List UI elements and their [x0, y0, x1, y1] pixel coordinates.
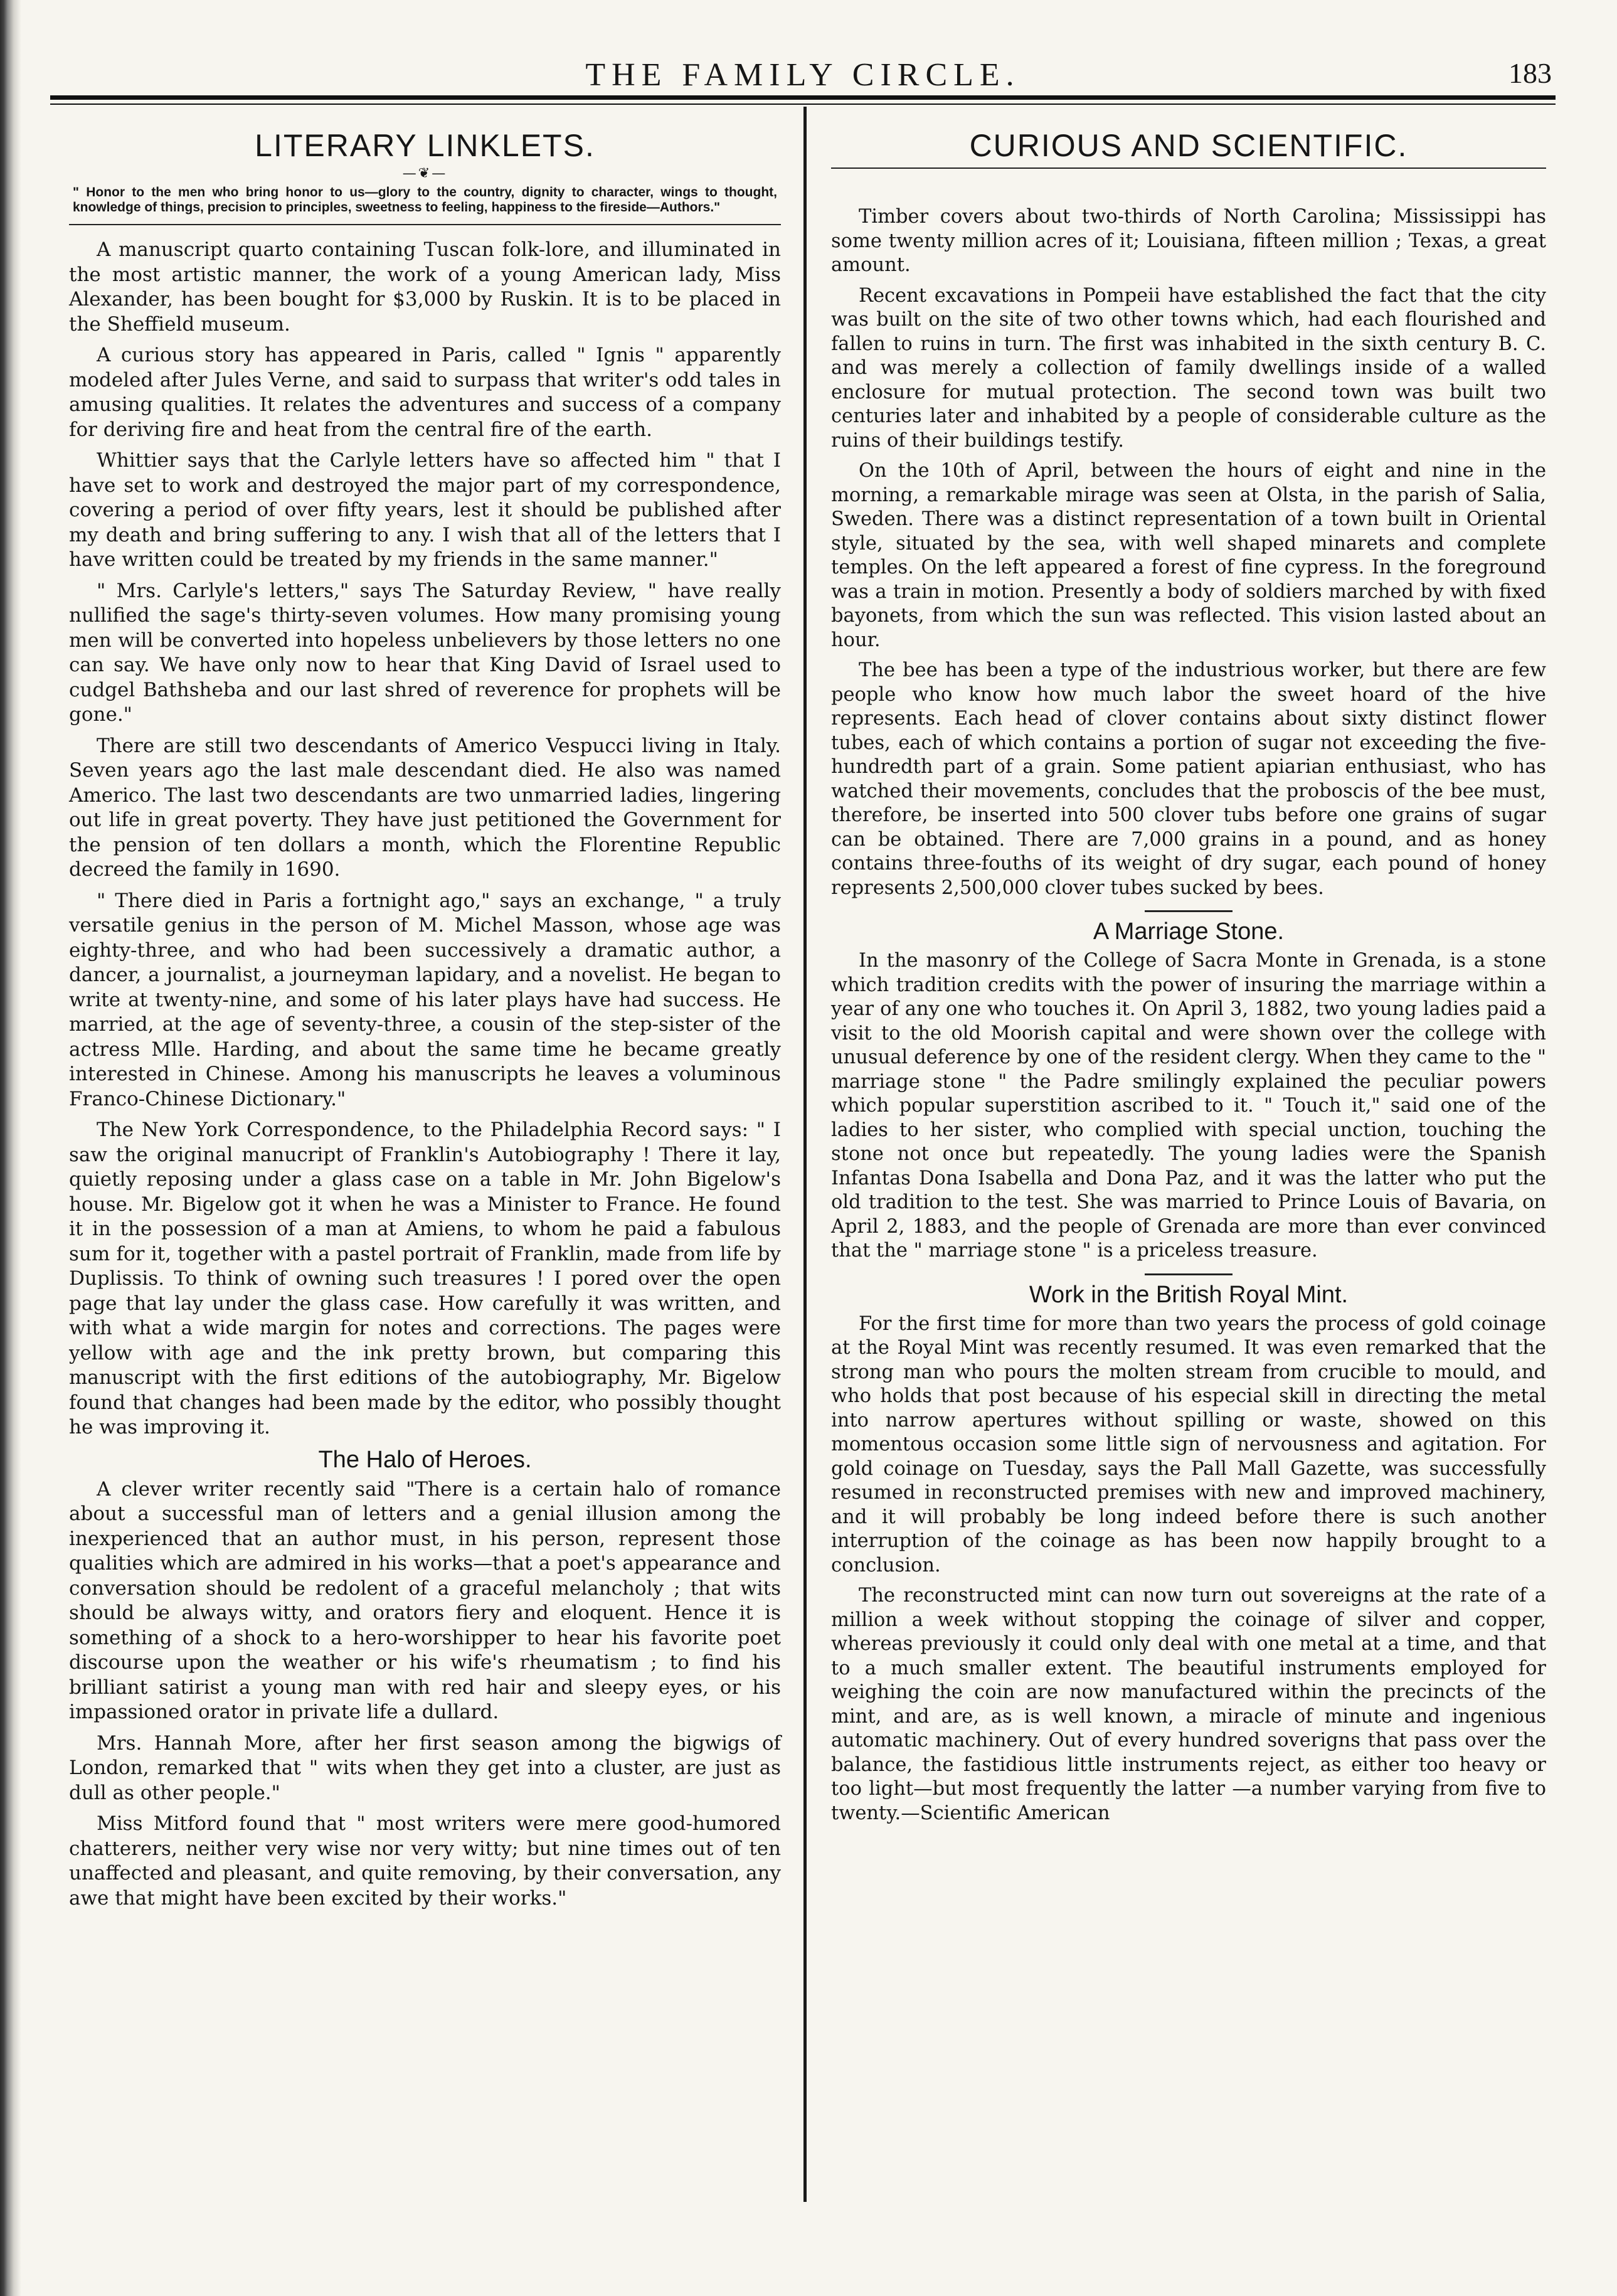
subheading-halo-of-heroes: The Halo of Heroes. — [318, 1446, 532, 1473]
article-paragraph: On the 10th of April, between the hours of eight and nine in the morning, a remarkable mirage was seen at Olsta, in the parish of Salia, Sweden. There was a distinct representation of a town built in Oriental style, situated by the sea, with well shaped minarets and complete temples. On the left appeared a forest of fine cypress. In the foreground was a train in motion. Presently a body of soldiers marched by with fixed bayonets, from which the sun was reflected. This vision lasted about an hour. — [831, 460, 1546, 651]
title-rule — [831, 167, 1546, 169]
article-paragraph: Whittier says that the Carlyle letters have so affected him " that I have set to work and destroyed the major part of my correspondence, covering a period of over fifty years, lest it should be published after my death and bring suffering to any. I wish that all of the letters that I have written could be treated by my friends in the same manner." — [69, 449, 781, 571]
binding-edge — [0, 0, 21, 2296]
column-divider — [803, 107, 807, 2202]
left-column — [69, 116, 781, 1917]
article-paragraph: Mrs. Hannah More, after her first season among the bigwigs of London, remarked that " wits when they get into a cluster, are just as dull as other people." — [69, 1731, 781, 1804]
running-title: THE FAMILY CIRCLE. — [585, 57, 1021, 93]
page-header — [50, 51, 1556, 100]
motto-rule — [69, 224, 781, 225]
header-rule-thick — [50, 95, 1556, 100]
article-paragraph: A curious story has appeared in Paris, called " Ignis " apparently modeled after Jules Verne, and said to surpass that writer's odd tales in amusing qualities. It relates the adventures and success of a company for deriving fire and heat from the central fire of the earth. — [69, 344, 781, 441]
article-paragraph: Timber covers about two-thirds of North Carolina; Mississippi has some twenty million acres of it; Louisiana, fifteen million ; Texas, a great amount. — [831, 206, 1546, 276]
section-motto: " Honor to the men who bring honor to us—glory to the country, dignity to character, wings to thought, knowledge of things, precision to principles, sweetness to feeling, happiness to the fireside—Authors." — [73, 185, 777, 215]
subheading-british-royal-mint: Work in the British Royal Mint. — [1029, 1281, 1349, 1308]
right-column — [831, 116, 1546, 1832]
article-paragraph: " Mrs. Carlyle's letters," says The Saturday Review, " have really nullified the sage's thirty-seven volumes. How many promising young men will be converted into hopeless unbelievers by those letters no one can say. We have only now to hear that King David of Israel used to cudgel Bathsheba and our last shred of reverence for prophets will be gone." — [69, 579, 781, 726]
article-paragraph: The bee has been a type of the industrious worker, but there are few people who know how much labor the sweet hoard of the hive represents. Each head of clover contains about sixty distinct flower tubes, each of which contains a portion of sugar not exceeding the five-hundredth part of a grain. Some patient apiarian enthusiast, who has watched their movements, concludes that the proboscis of the bee must, therefore, be inserted into 500 clover tubs before one grains of sugar can be obtained. There are 7,000 grains in a pound, and as honey contains three-fouths of its weight of dry sugar, each pound of honey represents 2,500,000 clover tubes sucked by bees. — [831, 659, 1546, 899]
article-paragraph: For the first time for more than two years the process of gold coinage at the Royal Mint was recently resumed. It was even remarked that the strong man who pours the molten stream from crucible to mould, and who holds that post because of his especial skill in directing the metal into narrow apertures without spilling or waste, showed on this momentous occasion some little sign of nervousness and agitation. For gold coinage on Tuesday, says the Pall Mall Gazette, was successfully resumed in reconstructed premises with new and improved machinery, and it will probably be long indeed before there is such another interruption of the coinage as has been now happily brought to a conclusion. — [831, 1312, 1546, 1576]
article-paragraph: The reconstructed mint can now turn out sovereigns at the rate of a million a week without stopping the coinage of silver and copper, whereas previously it could only deal with one metal at a time, and that to a much smaller extent. The beautiful instruments employed for weighing the coin are now manufactured within the precincts of the mint, and are, as is well known, a miracle of minute and ingenious automatic machinery. Out of every hundred soverigns that pass over the balance, the fastidious little instruments reject, as either too heavy or too light—but most frequently the latter —a number varying from five to twenty.—Scientific American — [831, 1585, 1546, 1824]
section-title-literary-linklets: LITERARY LINKLETS. — [255, 128, 595, 163]
section-rule — [1145, 1273, 1233, 1275]
article-paragraph: Miss Mitford found that " most writers were mere good-humored chatterers, neither very wise nor very witty; but nine times out of ten unaffected and pleasant, and quite removing, by their conversation, any awe that might have been excited by their works." — [69, 1812, 781, 1910]
article-paragraph: Recent excavations in Pompeii have established the fact that the city was built on the site of two other towns which, had each flourished and fallen to ruins in turn. The first was inhabited in the sixth century B. C. and was merely a collection of family dwellings inside of a walled enclosure for mutual protection. The second town was built two centuries later and inhabited by a people of considerable culture as the ruins of their buildings testify. — [831, 284, 1546, 452]
article-paragraph: In the masonry of the College of Sacra Monte in Grenada, is a stone which tradition credits with the power of insuring the marriage within a year of any one who touches it. On April 3, 1882, two young ladies paid a visit to the old Moorish capital and were shown over the college with unusual deference by one of the resident clergy. When they came to the " marriage stone " the Padre smilingly explained the peculiar powers which popular superstition ascribed to it. " Touch it," said one of the ladies to her sister, who complied with special unction, touching the stone not once but repeatedly. The young ladies were the Spanish Infantas Dona Isabella and Dona Paz, and it was the latter who put the old tradition to the test. She was married to Prince Louis of Bavaria, on April 2, 1883, and the people of Grenada are more than ever convinced that the " marriage stone " is a priceless treasure. — [831, 950, 1546, 1262]
article-paragraph: The New York Correspondence, to the Philadelphia Record says: " I saw the original manucript of Franklin's Autobiography ! There it lay, quietly reposing under a glass case on a table in Mr. John Bigelow's house. Mr. Bigelow got it when he was a Minister to France. He found it in the possession of a man at Amiens, to whom he paid a fabulous sum for it, together with a pastel portrait of Franklin, made from life by Duplissis. To think of owning such treasures ! I pored over the open page that lay under the glass case. How carefully it was written, and with what a wide margin for notes and corrections. The pages were yellow with age and the ink pretty brown, but comparing this manuscript with the first editions of the autobiography, Mr. Bigelow found that changes had been made by the editor, who possibly thought he was improving it. — [69, 1119, 781, 1438]
header-rule-thin — [50, 104, 1556, 105]
article-paragraph: A clever writer recently said "There is a certain halo of romance about a successful man of letters and a genial illusion among the inexperienced that an author must, in his person, represent those qualities which are admired in his works—that a poet's appearance and conversation should be redolent of a graceful melancholy ; that wits should be always witty, and orators fiery and eloquent. Hence it is something of a shock to a hero-worshipper to hear his favorite poet discourse upon the weather or his wife's rheumatism ; to find his brilliant satirist a young man with red hair and sleepy eyes, or his impassioned orator in private life a dullard. — [69, 1477, 781, 1723]
ornament: —❦— — [402, 166, 448, 181]
article-paragraph: There are still two descendants of Americo Vespucci living in Italy. Seven years ago the last male descendant died. He also was named Americo. The last two descendants are two unmarried ladies, lingering out life in great poverty. They have just petitioned the Government for the pension of ten dollars a month, which the Florentine Republic decreed the family in 1690. — [69, 734, 781, 881]
section-title-curious-and-scientific: CURIOUS AND SCIENTIFIC. — [969, 128, 1408, 163]
subheading-marriage-stone: A Marriage Stone. — [1093, 918, 1285, 945]
article-paragraph: " There died in Paris a fortnight ago," says an exchange, " a truly versatile genius in the person of M. Michel Masson, whose age was eighty-three, and who had been successively a dramatic author, a dancer, a journalist, a journeyman lapidary, and a novelist. He began to write at twenty-nine, and some of his later plays have had success. He married, at the age of seventy-three, a cousin of the step-sister of the actress Mlle. Harding, and about the same time he became greatly interested in Chinese. Among his manuscripts he leaves a voluminous Franco-Chinese Dictionary." — [69, 889, 781, 1110]
article-paragraph: A manuscript quarto containing Tuscan folk-lore, and illuminated in the most artistic manner, the work of a young American lady, Miss Alexander, has been bought for $3,000 by Ruskin. It is to be placed in the Sheffield museum. — [69, 238, 781, 336]
section-rule — [1145, 910, 1233, 912]
page-number: 183 — [1508, 57, 1552, 89]
